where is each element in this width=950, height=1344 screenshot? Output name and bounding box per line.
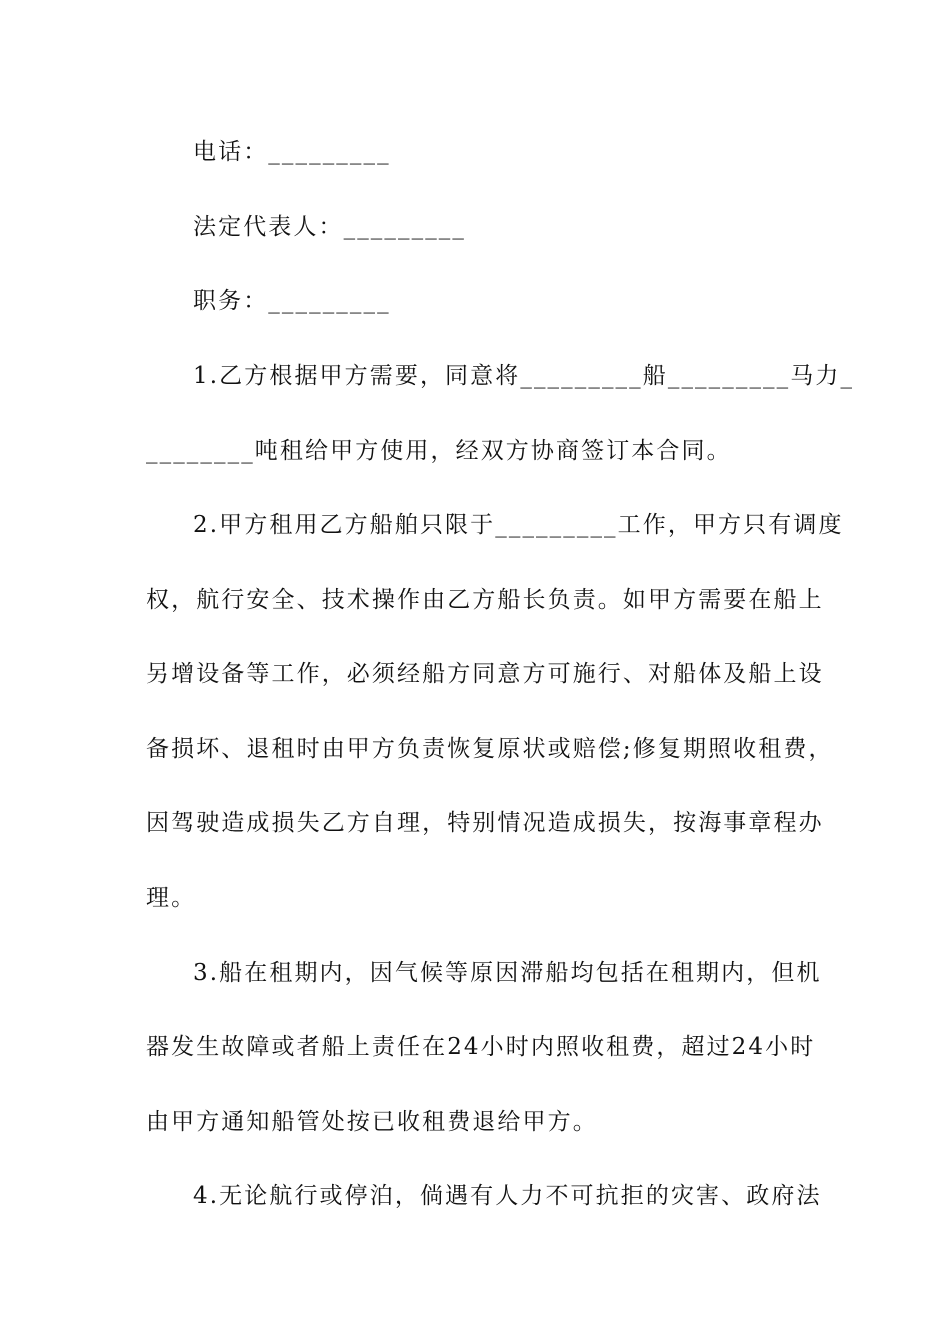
clause-1-line-2: ________吨租给甲方使用，经双方协商签订本合同。 (146, 438, 732, 464)
clause-2-line-3: 另增设备等工作，必须经船方同意方可施行、对船体及船上设 (146, 661, 824, 687)
clause-2-line-6: 理。 (146, 885, 197, 911)
phone-line: 电话：_________ (193, 139, 391, 165)
clause-3-line-3: 由甲方通知船管处按已收租费退给甲方。 (146, 1109, 598, 1135)
clause-2-line-1: 2.甲方租用乙方船舶只限于_________工作，甲方只有调度 (193, 512, 844, 538)
legal-representative-line: 法定代表人：_________ (193, 214, 466, 240)
clause-2-line-2: 权，航行安全、技术操作由乙方船长负责。如甲方需要在船上 (146, 587, 824, 613)
clause-2-line-5: 因驾驶造成损失乙方自理，特别情况造成损失，按海事章程办 (146, 810, 824, 836)
clause-2-line-4: 备损坏、退租时由甲方负责恢复原状或赔偿;修复期照收租费， (146, 736, 834, 762)
clause-3-line-2: 器发生故障或者船上责任在24小时内照收租费，超过24小时 (146, 1034, 816, 1060)
clause-1-line-1: 1.乙方根据甲方需要，同意将_________船_________马力_ (193, 363, 855, 389)
position-line: 职务：_________ (193, 288, 391, 314)
clause-4-line-1: 4.无论航行或停泊，倘遇有人力不可抗拒的灾害、政府法 (193, 1183, 822, 1209)
clause-3-line-1: 3.船在租期内，因气候等原因滞船均包括在租期内，但机 (193, 960, 822, 986)
